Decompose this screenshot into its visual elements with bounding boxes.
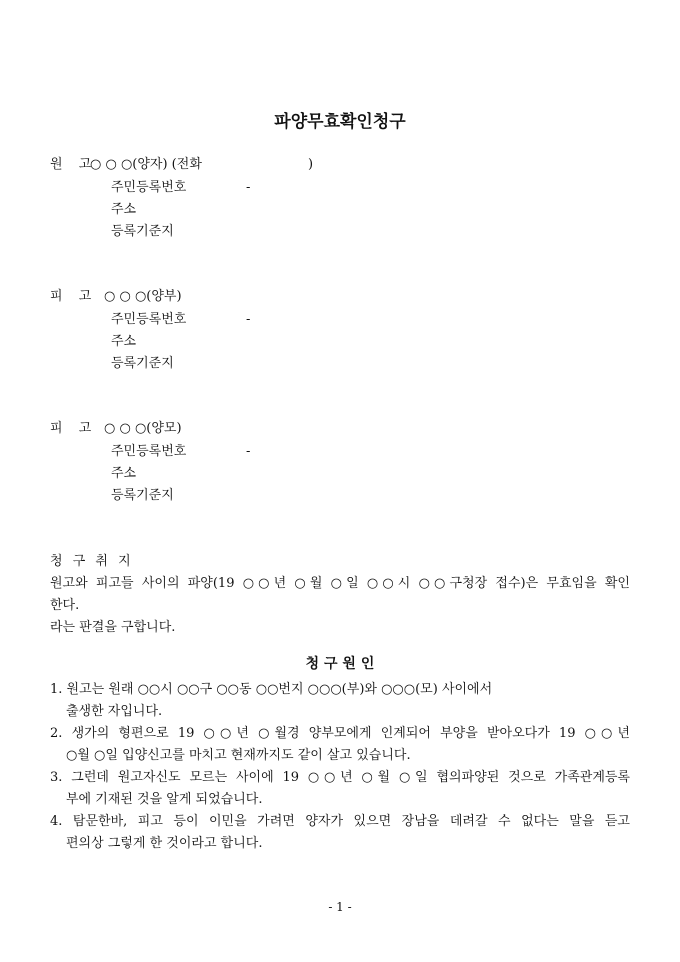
defendant-mother-registry-label: 등록기준지 — [111, 488, 174, 503]
reason-4-line-1: 4. 탐문한바, 피고 등이 이민을 가려면 양자가 있으면 장남을 데려갈 수 없다는 말을 듣고 — [50, 814, 630, 829]
defendant-mother-name: ○ ○ ○(양모) — [104, 421, 182, 436]
defendant-father-rrn-label: 주민등록번호 — [111, 312, 187, 327]
reason-1-line-2: 출생한 자입니다. — [66, 704, 163, 719]
defendant-father-name: ○ ○ ○(양부) — [104, 289, 182, 304]
defendant-mother-label: 피 고 — [50, 421, 98, 436]
claim-line-2: 한다. — [50, 598, 80, 613]
defendant-father-rrn-dash: - — [246, 312, 251, 327]
plaintiff-address-label: 주소 — [111, 202, 137, 217]
defendant-father-label: 피 고 — [50, 289, 98, 304]
defendant-father-registry-label: 등록기준지 — [111, 356, 174, 371]
reason-3-line-2: 부에 기재된 것을 알게 되었습니다. — [66, 792, 263, 807]
document-title: 파양무효확인청구 — [274, 112, 406, 132]
reason-3-line-1: 3. 그런데 원고자신도 모르는 사이에 19 ○○년 ○월 ○일 협의파양된 것으로 가족관계등록 — [50, 770, 630, 785]
plaintiff-rrn-label: 주민등록번호 — [111, 180, 187, 195]
defendant-mother-rrn-label: 주민등록번호 — [111, 444, 187, 459]
reason-2-line-1: 2. 생가의 형편으로 19 ○○년 ○월경 양부모에게 인계되어 부양을 받아오다가 19 ○○년 — [50, 726, 630, 741]
plaintiff-name: ○ ○ ○(양자) (전화 — [90, 157, 202, 172]
reasons-heading: 청 구 원 인 — [305, 656, 375, 672]
plaintiff-rrn-dash: - — [246, 180, 251, 195]
plaintiff-phone-close: ) — [308, 157, 314, 172]
claim-heading: 청 구 취 지 — [50, 554, 134, 569]
reason-1-line-1: 1. 원고는 원래 ○○시 ○○구 ○○동 ○○번지 ○○○(부)와 ○○○(모) 사이에서 — [50, 682, 493, 697]
defendant-mother-address-label: 주소 — [111, 466, 137, 481]
claim-line-1: 원고와 피고들 사이의 파양(19 ○○년 ○월 ○일 ○○시 ○○구청장 접수)은 무효임을 확인 — [50, 576, 630, 591]
plaintiff-label: 원 고 — [50, 157, 98, 172]
page-number: - 1 - — [328, 900, 352, 914]
claim-line-3: 라는 판결을 구합니다. — [50, 620, 176, 635]
defendant-mother-rrn-dash: - — [246, 444, 251, 459]
reason-4-line-2: 편의상 그렇게 한 것이라고 합니다. — [66, 836, 263, 851]
plaintiff-registry-label: 등록기준지 — [111, 224, 174, 239]
reason-2-line-2: ○월 ○일 입양신고를 마치고 현재까지도 같이 살고 있습니다. — [66, 748, 411, 763]
defendant-father-address-label: 주소 — [111, 334, 137, 349]
